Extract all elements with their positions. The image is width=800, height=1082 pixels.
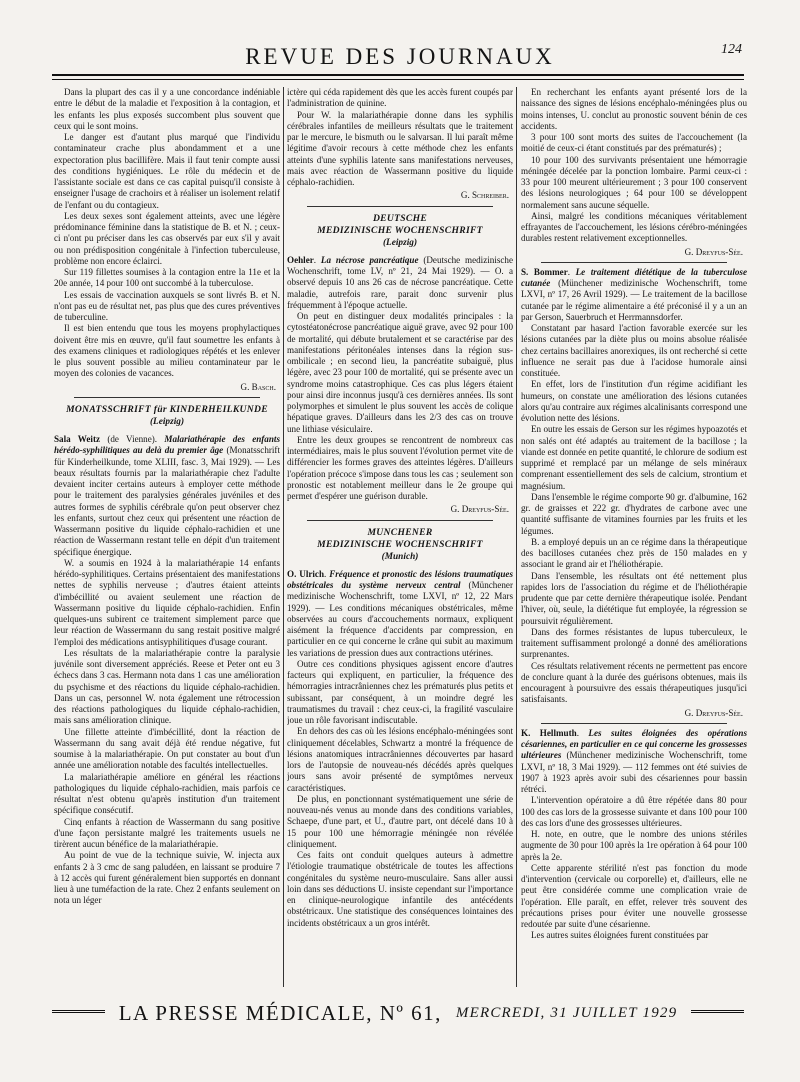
body-paragraph: L'intervention opératoire a dû être répétée dans 80 pour 100 des cas lors de la grossesse suivante et dans 100 pour 100 des cas lors d'une des grossesses ultérieures.	[521, 795, 747, 828]
article-citation-text: (Deutsche medizinische Wochenschrift, tome LV, nº 21, 24 Mai 1929). — O. a observé depuis 10 ans 26 cas de nécrose pancréatique. Cette maladie, autrefois rare, parait donc survenir plus fréquemment à l'époque actuelle.	[287, 254, 513, 310]
article-title: Les suites éloignées des opérations césariennes, en particulier en ce qui concerne les grossesses ultérieures	[521, 727, 747, 761]
article-citation-text: (Münchener medizinische Wochenschrift, tome LXVI, nº 18, 3 Mai 1929). — 112 femmes ont été suivies de 1907 à 1923 après avoir subi des césariennes pour bassin rétréci.	[521, 750, 747, 794]
body-paragraph: De plus, en ponctionnant systématiquement une série de nouveau-nés venus au monde dans des conditions variables, Schaepe, d'une part, et U., d'autre part, ont décelé dans 10 à 15 pour 100 une hémorragie méningée non révélée cliniquement.	[287, 793, 513, 849]
section-divider	[541, 262, 727, 263]
body-paragraph: Dans la plupart des cas il y a une concordance indéniable entre le début de la maladie et l'exposition à la contagion, et les enfants les plus exposés succombent plus souvent que ceux qui le sont moins.	[54, 87, 280, 131]
article-abstract	[287, 255, 513, 311]
journal-section-heading: MEDIZINISCHE WOCHENSCHRIFT	[317, 224, 483, 236]
article-author: O. Ulrich	[287, 568, 325, 579]
page-number: 124	[721, 42, 742, 57]
page-footer	[52, 996, 744, 1030]
body-paragraph: Ainsi, malgré les conditions mécaniques véritablement effrayantes de l'accouchement, les lésions cérébro-méningées durables restent relativement exceptionnelles.	[521, 210, 747, 244]
body-paragraph: Les deux sexes sont également atteints, avec une légère prédominance féminine dans la statistique de B. et N. ; ceux-ci n'ont pu préciser dans les cas observés par eux s'il y avait ou non prédisposition congénitale à l'infection tuberculeuse, problème non encore éclairci.	[54, 210, 280, 266]
journal-section-heading: MONATSSCHRIFT für KINDERHEILKUNDE	[66, 403, 268, 415]
article-citation-text: (Münchener medizinische Wochenschrift, tome LXVI, nº 17, 26 Avril 1929). — Le traitement de la bacillose cutanée par le régime alimentaire a été préconisé il y a un an par Gerson, Sauerbruch et Herrmannsdorfer.	[521, 278, 747, 322]
reviewer-signature: G. Dreyfus-Sée.	[684, 246, 743, 257]
body-paragraph: Au point de vue de la technique suivie, W. injecta aux enfants 2 à 3 cmc de sang paludéen, en laissant se produire 7 à 12 accès qui furent généralement bien supportés en donnant lieu à une tuméfaction de la rate. Chez 2 enfants seulement on nota un léger	[54, 850, 280, 906]
body-paragraph: ictère qui céda rapidement dès que les accès furent coupés par l'administration de quinine.	[287, 87, 513, 109]
article-title: La nécrose pancréatique	[320, 254, 419, 265]
body-paragraph: Dans des formes résistantes de lupus tuberculeux, le traitement suffisamment prolongé a donné des améliorations surprenantes.	[521, 626, 747, 660]
article-citation-text: (Münchener medizinische Wochenschrift, tome LXVI, nº 12, 22 Mars 1929). — Les conditions mécaniques obstétricales, même observées au cours d'accouchements normaux, expliquent aisément la fréquence d'accidents par compression, en particulier en ce qui concerne le crâne qui subit au maximum les variations de pression dues aux contractions utérines.	[287, 580, 513, 658]
body-paragraph: Outre ces conditions physiques agissent encore d'autres facteurs qui expliquent, en particulier, la fréquence des hémorragies intracrâniennes chez les prématurés plus petits et subissant, par conséquent, à un moindre degré les traumatismes du travail : chez ceux-ci, la fragilité vasculaire joue un rôle favorisant indiscutable.	[287, 658, 513, 725]
body-paragraph: Constatant par hasard l'action favorable exercée sur les lésions cutanées par la diète plus ou moins absolue réalisée chez certains bacillaires anorexiques, ils ont recherché si cette influence ne serait pas due à l'acidose humorale ainsi constituée.	[521, 323, 747, 378]
journal-city: ( Leipzig )	[287, 238, 513, 249]
footer-rule-right	[691, 1010, 744, 1016]
body-paragraph: Le danger est d'autant plus marqué que l'individu contaminateur crache plus abondamment et a une expectoration plus bacillifère. Mais il faut tenir compte aussi des conditions hygiéniques. Le rôle du médecin et de l'assistante sociale est dans ce cas capital puisqu'il consiste à enseigner l'usage de crachoirs et à réaliser un isolement relatif de l'enfant ou du contagieux.	[54, 132, 280, 210]
text-column-middle	[287, 87, 513, 987]
article-author: K. Hellmuth	[521, 727, 577, 738]
body-paragraph: 3 pour 100 sont morts des suites de l'accouchement (la moitié de ceux-ci étant constitués par des prématurés) ;	[521, 132, 747, 154]
article-abstract	[287, 569, 513, 659]
footer-date: MERCREDI, 31 JUILLET 1929	[455, 1004, 678, 1021]
reviewer-signature: G. Basch.	[240, 381, 276, 392]
body-paragraph: W. a soumis en 1924 à la malariathérapie 14 enfants hérédo-syphilitiques. Certains présentaient des manifestations nettes de syphilis nerveuse ; d'autres étaient atteints d'imbécillité ou avaient seulement une réaction de Wassermann positive du liquide céphalo-rachidien. Enfin quelques-uns subirent ce traitement simplement parce que leur réaction de Wassermann du sang restait positive malgré l'emploi des médications antisyphilitiques d'usage courant.	[54, 557, 280, 647]
reviewer-signature: G. Dreyfus-Sée.	[450, 504, 509, 515]
article-author: Sala Weitz	[54, 434, 101, 444]
body-paragraph: En dehors des cas où les lésions encéphalo-méningées sont cliniquement décelables, Schwartz a montré la fréquence de lésions anatomiques intracrâniennes découvertes par hasard lors de l'autopsie de nouveau-nés décédés après quelques jours sans avoir présenté de symptômes nerveux caractéristiques.	[287, 726, 513, 793]
body-paragraph: B. a employé depuis un an ce régime dans la thérapeutique des bacilloses cutanées chez près de 150 malades en y associant le grand air et l'héliothérapie.	[521, 536, 747, 570]
section-divider	[307, 206, 493, 207]
text-column-right	[521, 87, 747, 987]
body-paragraph: 10 pour 100 des survivants présentaient une hémorragie méningée décelée par la ponction lombaire. Parmi ceux-ci : 33 pour 100 meurent ultérieurement ; 3 pour 100 conservent des lésions neurologiques ; 64 pour 100 se développent normalement sans aucune séquelle.	[521, 154, 747, 210]
body-paragraph: Dans l'ensemble le régime comporte 90 gr. d'albumine, 162 gr. de graisses et 222 gr. d'hydrates de carbone avec une quantité suffisante de vitamines fournies par les fruits et les légumes.	[521, 491, 747, 536]
body-paragraph: En recherchant les enfants ayant présenté lors de la naissance des signes de lésions encéphalo-méningées plus ou moins intenses, U. conclut au pronostic souvent bénin de ces accidents.	[521, 87, 747, 131]
journal-section-heading: MEDIZINISCHE WOCHENSCHRIFT	[317, 538, 483, 550]
footer-rule-left	[52, 1010, 105, 1016]
body-paragraph: Ces résultats relativement récents ne permettent pas encore de conclure quant à la durée des guérisons obtenues, mais ils encouragent à poursuivre des essais thérapeutiques jusqu'ici satisfaisants.	[521, 660, 747, 705]
article-abstract	[54, 434, 280, 558]
header-rule	[52, 74, 744, 76]
body-paragraph: La malariathérapie améliore en général les réactions pathologiques du liquide céphalo-rachidien, mais parfois ce résultat n'est obtenu qu'après institution d'un traitement spécifique consécutif.	[54, 771, 280, 816]
reviewer-signature: G. Schreiber.	[460, 190, 509, 201]
column-divider	[283, 87, 284, 987]
article-abstract	[521, 728, 747, 796]
journal-section-heading: MUNCHENER	[367, 526, 433, 538]
column-divider	[516, 87, 517, 987]
body-paragraph: H. note, en outre, que le nombre des unions stériles augmente de 30 pour 100 après la 1re opération à 64 pour 100 après la 2e.	[521, 829, 747, 862]
section-divider	[307, 520, 493, 521]
section-divider	[541, 723, 727, 724]
body-paragraph: Cinq enfants à réaction de Wassermann du sang positive d'une façon persistante malgré les traitements usuels ne tirèrent aucun bénéfice de la malariathérapie.	[54, 816, 280, 849]
text-column-left	[54, 87, 280, 987]
article-author: S. Bommer	[521, 266, 568, 277]
body-paragraph: En outre les essais de Gerson sur les régimes hypoazotés et non salés ont été adaptés au traitement de la bacillose ; la viande est donnée en petite quantité, le chlorure de sodium est supprimé et remplacé par un mélange de sels minéraux comprenant essentiellement des sels de calcium, strontium et magnésium.	[521, 424, 747, 491]
footer-journal: LA PRESSE MÉDICALE, Nº 61,	[118, 1000, 442, 1025]
article-abstract	[521, 267, 747, 323]
article-title: Le traitement diététique de la tuberculose cutanée	[521, 266, 747, 288]
article-title: Fréquence et pronostic des lésions traumatiques obstétricales du système nerveux central	[287, 568, 513, 590]
body-paragraph: Sur 119 fillettes soumises à la contagion entre la 11e et la 20e année, 14 pour 100 ont succombé à la tuberculose.	[54, 267, 280, 289]
article-citation-text: (Monatsschrift für Kinderheilkunde, tome XLIII, fasc. 3, Mai 1929). — Les beaux résultats fournis par la malariathérapie chez l'adulte devaient inciter certains auteurs à employer cette méthode pour le traitement des paralysies générales juvéniles et des autres formes de syphilis cérébrale qu'on peut observer chez les enfants, surtout chez ceux qui présentent une réaction de Wassermann positive du liquide céphalo-rachidien et une réaction de Wassermann restant telle en dépit d'un traitement spécifique énergique.	[54, 445, 280, 557]
body-paragraph: Dans l'ensemble, les résultats ont été nettement plus rapides lors de l'association du régime et de l'héliothérapie prudente que par cette dernière thérapeutique isolée. Pendant l'hiver, où, seule, la diététique fut employée, la régression se poursuivit régulièrement.	[521, 570, 747, 626]
article-affiliation: (de Vienne).	[100, 434, 165, 444]
article-affiliation: .	[324, 568, 330, 579]
body-paragraph: Les résultats de la malariathérapie contre la paralysie juvénile sont diversement appréciés. Reese et Peter ont eu 3 échecs dans 3 cas. Hermann nota dans 1 cas une amélioration du psychisme et des réactions du liquide céphalo-rachidien. Dans un cas, personnel W. nota également une rétrocession des réactions pathologiques du liquide céphalo-rachidien, mais sans amélioration clinique.	[54, 647, 280, 726]
body-paragraph: Les essais de vaccination auxquels se sont livrés B. et N. n'ont pas eu de résultat net, pas plus que des cures préventives de tuberculine.	[54, 289, 280, 322]
body-paragraph: Ces faits ont conduit quelques auteurs à admettre l'étiologie traumatique obstétricale de toutes les affections congénitales du système neuro-musculaire. Sans aller aussi loin dans ses déductions U. insiste cependant sur l'importance en clinique-neurologique infantile des antécédents obstétricaux. Une statistique des conséquences lointaines des incidents obstétricaux a un gros intérêt.	[287, 850, 513, 928]
article-title: Malariathérapie des enfants hérédo-syphilitiques au delà du premier âge	[54, 434, 280, 456]
body-paragraph: Cette apparente stérilité n'est pas fonction du mode d'intervention (cervicale ou corporelle) et, d'ailleurs, elle ne peut être considérée comme une complication vraie de l'opération. Elle paraît, en effet, relever très souvent des précautions prises pour éviter une nouvelle grossesse redoutée par suite d'une césarienne.	[521, 862, 747, 929]
journal-city: ( Leipzig )	[54, 417, 280, 428]
header-rule-thin	[52, 79, 744, 80]
article-affiliation: .	[576, 727, 589, 738]
article-affiliation: .	[567, 266, 576, 277]
body-paragraph: Les autres suites éloignées furent constituées par	[531, 930, 709, 941]
body-paragraph: Pour W. la malariathérapie donne dans les syphilis cérébrales infantiles de meilleurs résultats que le traitement par le mercure, le bismuth ou le salvarsan. Il lui paraît même légitime d'avoir recours à cette méthode chez les enfants atteints d'une syphilis latente sans manifestations nerveuses, mais avec réaction de Wassermann positive du liquide céphalo-rachidien.	[287, 109, 513, 187]
article-author: Oehler	[287, 254, 314, 265]
body-paragraph: Il est bien entendu que tous les moyens prophylactiques doivent être mis en œuvre, qu'il faut soumettre les enfants à des examens cliniques et radiologiques répétés et les enlever le plus souvent possible au milieu contaminateur par le moyen des colonies de vacances.	[54, 323, 280, 379]
article-affiliation: .	[313, 254, 321, 265]
body-paragraph: Une fillette atteinte d'imbécillité, dont la réaction de Wassermann du sang avait déjà été rendue négative, fut soumise à la malariathérapie. On put constater au bout d'un année une amélioration notable des facultés intellectuelles.	[54, 726, 280, 771]
journal-city: ( Munich )	[287, 552, 513, 563]
body-paragraph: On peut en distinguer deux modalités principales : la cytostéatonécrose pancréatique aiguë grave, avec 92 pour 100 de mortalité, qui débute brutalement et se caractérise par des manifestations péritonéales intenses dans la région sus-ombilicale ; en second lieu, la pancréatite subaiguë, plus légère, avec 23 pour 100 de mortalité, qui se présente avec un syndrome moins catastrophique. Ces cas plus légers étaient pour ainsi dire inconnus jusqu'à ces dernières années. Ils sont polymorphes et simulent le plus souvent les accès de colique hépatique graves. D'ailleurs dans les 2/3 des cas on trouve une lithiase vésiculaire.	[287, 311, 513, 434]
journal-section-heading: DEUTSCHE	[372, 212, 428, 224]
section-divider	[74, 397, 260, 398]
body-paragraph: Entre les deux groupes se rencontrent de nombreux cas intermédiaires, mais le plus souvent l'évolution permet vite de différencier les formes graves des atteintes légères. D'ailleurs l'opération précoce s'impose dans tous les cas ; seulement son pronostic est notablement meilleur dans le 2e groupe qui permet d'espérer une guérison durable.	[287, 434, 513, 501]
running-head-title: REVUE DES JOURNAUX	[245, 44, 555, 69]
body-paragraph: En effet, lors de l'institution d'un régime acidifiant les humeurs, on constate une amélioration des lésions cutanées alors qu'au contraire aux régimes alcalinisants correspond une évolution nette des lésions.	[521, 379, 747, 423]
reviewer-signature: G. Dreyfus-Sée.	[684, 707, 743, 718]
